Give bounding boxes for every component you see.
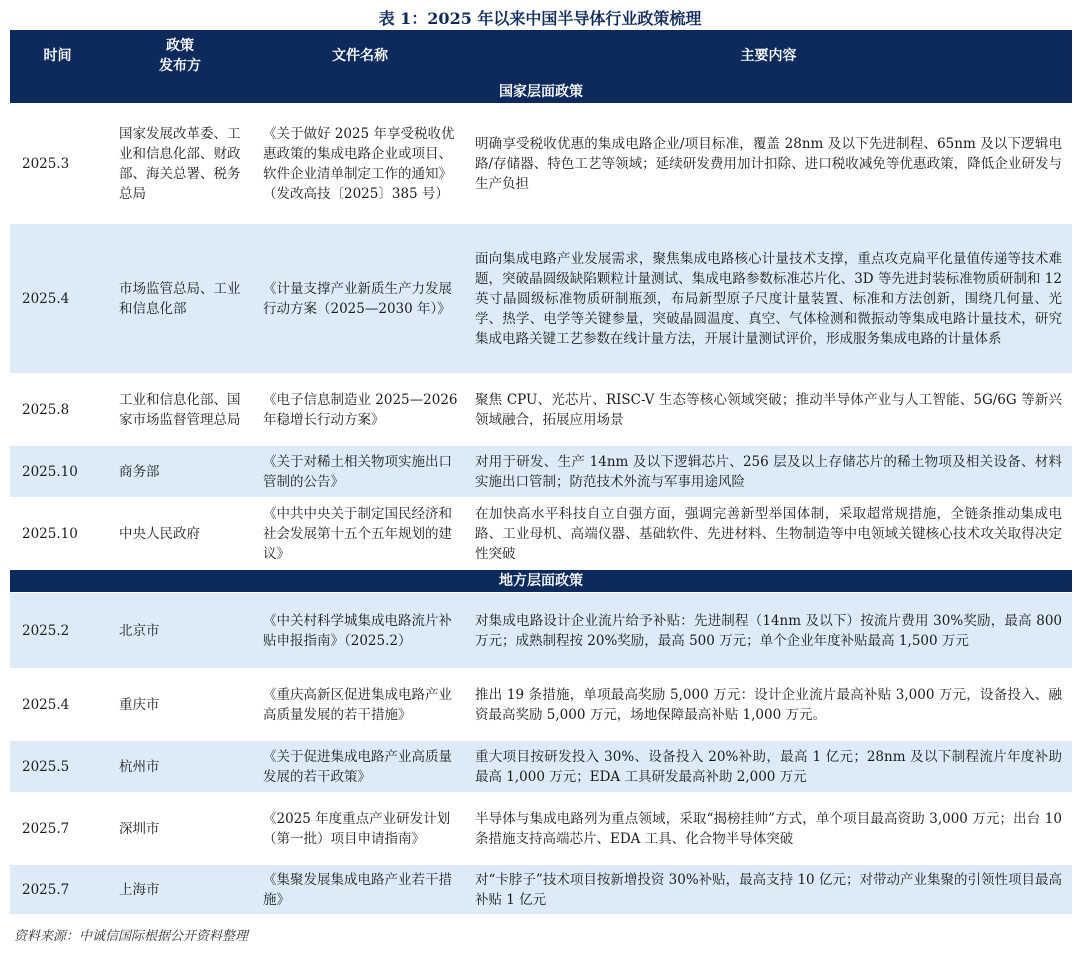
row-issuer: 上海市 <box>105 865 255 915</box>
row-doc: 《中共中央关于制定国民经济和社会发展第十五个五年规划的建议》 <box>255 498 465 570</box>
table-row <box>10 865 1072 915</box>
row-content: 对“卡脖子”技术项目按新增投资 30%补贴，最高支持 10 亿元；对带动产业集聚的引领性项目最高补贴 1 亿元 <box>465 865 1072 915</box>
section-header-national <box>10 81 1072 104</box>
section-label: 国家层面政策 <box>10 81 1072 104</box>
header-row <box>10 30 1072 81</box>
table-row <box>10 104 1072 224</box>
row-time: 2025.10 <box>10 498 105 570</box>
row-time: 2025.7 <box>10 793 105 865</box>
row-issuer: 杭州市 <box>105 741 255 793</box>
section-label: 地方层面政策 <box>10 570 1072 593</box>
row-doc: 《计量支撑产业新质生产力发展行动方案（2025—2030 年）》 <box>255 224 465 374</box>
table-row <box>10 669 1072 741</box>
header-doc: 文件名称 <box>255 30 465 81</box>
row-content: 对用于研发、生产 14nm 及以下逻辑芯片、256 层及以上存储芯片的稀土物项及相关设备、材料实施出口管制；防范技术外流与军事用途风险 <box>465 446 1072 498</box>
row-time: 2025.2 <box>10 593 105 669</box>
row-time: 2025.8 <box>10 374 105 446</box>
table-row <box>10 446 1072 498</box>
row-issuer: 商务部 <box>105 446 255 498</box>
row-content: 明确享受税收优惠的集成电路企业/项目标准，覆盖 28nm 及以下先进制程、65nm 及以下逻辑电路/存储器、特色工艺等领域；延续研发费用加计扣除、进口税收减免等优惠政策，降低企业研发与生产负担 <box>465 104 1072 224</box>
table-title: 表 1：2025 年以来中国半导体行业政策梳理 <box>378 9 702 28</box>
row-issuer: 深圳市 <box>105 793 255 865</box>
row-doc: 《中关村科学城集成电路流片补贴申报指南》（2025.2） <box>255 593 465 669</box>
table-row <box>10 374 1072 446</box>
header-issuer <box>105 30 255 81</box>
row-content: 面向集成电路产业发展需求，聚焦集成电路核心计量技术支撑，重点攻克扁平化量值传递等技术难题，突破晶圆级缺陷颗粒计量测试、集成电路参数标准芯片化、3D 等先进封装标准物质研制和 12 英寸晶圆级标准物质研制瓶颈，布局新型原子尺度计量装置、标准和方法创新，围绕几何量、光学、热学、电学等关键参量，突破晶圆温度、真空、气体检测和微振动等集成电路计量技术，研究集成电路关键工艺参数在线计量方法，开展计量测试评价，形成服务集成电路的计量体系 <box>465 224 1072 374</box>
row-time: 2025.10 <box>10 446 105 498</box>
row-content: 半导体与集成电路列为重点领域，采取“揭榜挂帅”方式，单个项目最高资助 3,000 万元；出台 10 条措施支持高端芯片、EDA 工具、化合物半导体突破 <box>465 793 1072 865</box>
policy-table <box>10 30 1072 915</box>
header-content: 主要内容 <box>465 30 1072 81</box>
row-time: 2025.4 <box>10 669 105 741</box>
row-time: 2025.7 <box>10 865 105 915</box>
table-row <box>10 498 1072 570</box>
row-issuer: 市场监管总局、工业和信息化部 <box>105 224 255 374</box>
row-time: 2025.3 <box>10 104 105 224</box>
table-row <box>10 593 1072 669</box>
table-row <box>10 741 1072 793</box>
header-issuer-line1: 政策 <box>166 37 194 54</box>
source-note: 资料来源：中诚信国际根据公开资料整理 <box>14 929 249 944</box>
row-doc: 《集聚发展集成电路产业若干措施》 <box>255 865 465 915</box>
row-content: 重大项目按研发投入 30%、设备投入 20%补助，最高 1 亿元；28nm 及以下制程流片年度补助最高 1,000 万元；EDA 工具研发最高补助 2,000 万元 <box>465 741 1072 793</box>
row-issuer: 国家发展改革委、工业和信息化部、财政部、海关总署、税务总局 <box>105 104 255 224</box>
section-header-local <box>10 570 1072 593</box>
row-doc: 《2025 年度重点产业研发计划（第一批）项目申请指南》 <box>255 793 465 865</box>
row-doc: 《电子信息制造业 2025—2026 年稳增长行动方案》 <box>255 374 465 446</box>
row-content: 聚焦 CPU、光芯片、RISC-V 生态等核心领域突破；推动半导体产业与人工智能、5G/6G 等新兴领域融合，拓展应用场景 <box>465 374 1072 446</box>
table-row <box>10 793 1072 865</box>
row-doc: 《关于促进集成电路产业高质量发展的若干政策》 <box>255 741 465 793</box>
row-content: 在加快高水平科技自立自强方面，强调完善新型举国体制，采取超常规措施，全链条推动集成电路、工业母机、高端仪器、基础软件、先进材料、生物制造等中电领域关键核心技术攻关取得决定性突破 <box>465 498 1072 570</box>
header-time: 时间 <box>10 30 105 81</box>
row-doc: 《重庆高新区促进集成电路产业高质量发展的若干措施》 <box>255 669 465 741</box>
row-content: 推出 19 条措施，单项最高奖励 5,000 万元：设计企业流片最高补贴 3,000 万元，设备投入、融资最高奖励 5,000 万元，场地保障最高补贴 1,000 万元。 <box>465 669 1072 741</box>
row-content: 对集成电路设计企业流片给予补贴：先进制程（14nm 及以下）按流片费用 30%奖励，最高 800 万元；成熟制程按 20%奖励，最高 500 万元；单个企业年度补贴最高 1,500 万元 <box>465 593 1072 669</box>
row-issuer: 工业和信息化部、国家市场监督管理总局 <box>105 374 255 446</box>
table-row <box>10 224 1072 374</box>
row-issuer: 中央人民政府 <box>105 498 255 570</box>
row-doc: 《关于做好 2025 年享受税收优惠政策的集成电路企业或项目、软件企业清单制定工作的通知》（发改高技〔2025〕385 号） <box>255 104 465 224</box>
row-issuer: 重庆市 <box>105 669 255 741</box>
row-time: 2025.5 <box>10 741 105 793</box>
row-time: 2025.4 <box>10 224 105 374</box>
row-issuer: 北京市 <box>105 593 255 669</box>
header-issuer-line2: 发布方 <box>159 57 201 74</box>
row-doc: 《关于对稀土相关物项实施出口管制的公告》 <box>255 446 465 498</box>
